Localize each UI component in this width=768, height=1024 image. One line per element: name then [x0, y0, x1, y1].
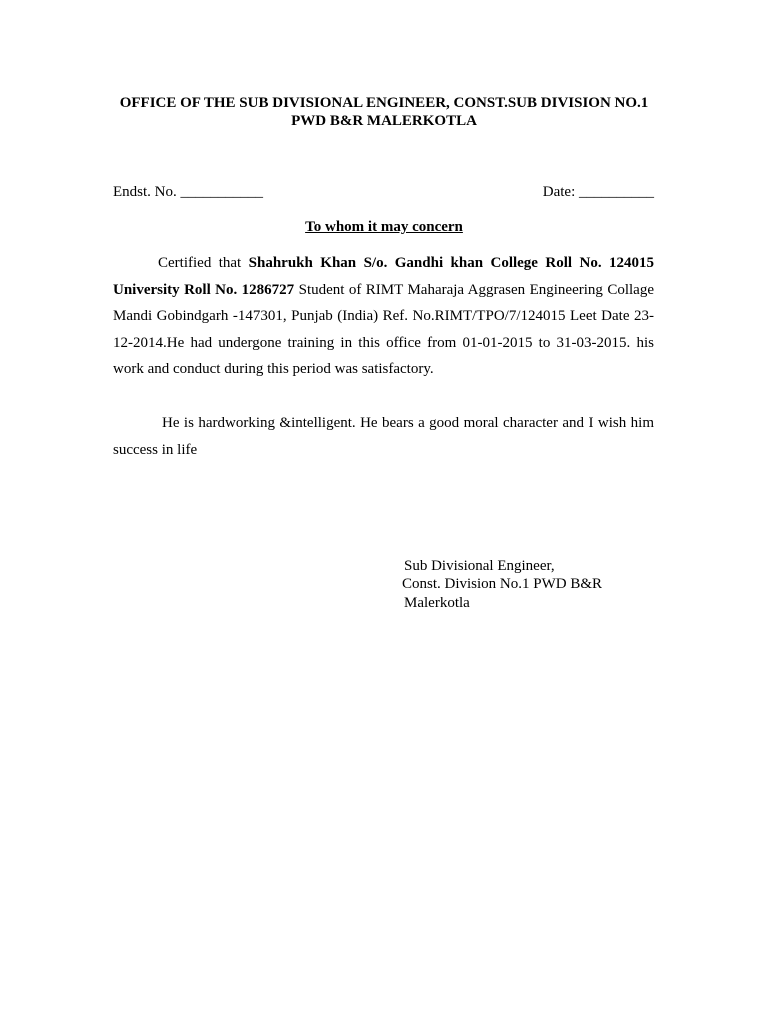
certificate-paragraph — [113, 250, 654, 383]
signature-division: Const. Division No.1 PWD B&R — [402, 576, 603, 592]
paragraph-rest: Student of RIMT Maharaja Aggrasen Engineering Collage Mandi Gobindgarh -147301, Punjab (India) Ref. No.RIMT/TPO/7/124015 Leet Date 23-12-2014.He had undergone training in this office from 01-01-2015 to 31-03-2015. his work and conduct during this period was satisfactory. — [113, 281, 654, 378]
date-field: Date: __________ — [542, 184, 654, 200]
student-details: Shahrukh Khan S/o. Gandhi khan College Roll No. 124015 University Roll No. 1286727 — [113, 255, 654, 298]
character-paragraph: He is hardworking &intelligent. He bears a good moral character and I wish him success in life — [113, 415, 654, 458]
paragraph-intro: Certified that — [158, 255, 249, 271]
signature-title: Sub Divisional Engineer, — [404, 558, 555, 574]
signature-location: Malerkotla — [404, 595, 470, 611]
office-heading-line1: OFFICE OF THE SUB DIVISIONAL ENGINEER, CONST.SUB DIVISION NO.1 — [119, 95, 649, 111]
subject-heading: To whom it may concern — [305, 219, 463, 235]
office-heading-line2: PWD B&R MALERKOTLA — [291, 113, 477, 129]
endst-number: Endst. No. ___________ — [113, 184, 263, 200]
